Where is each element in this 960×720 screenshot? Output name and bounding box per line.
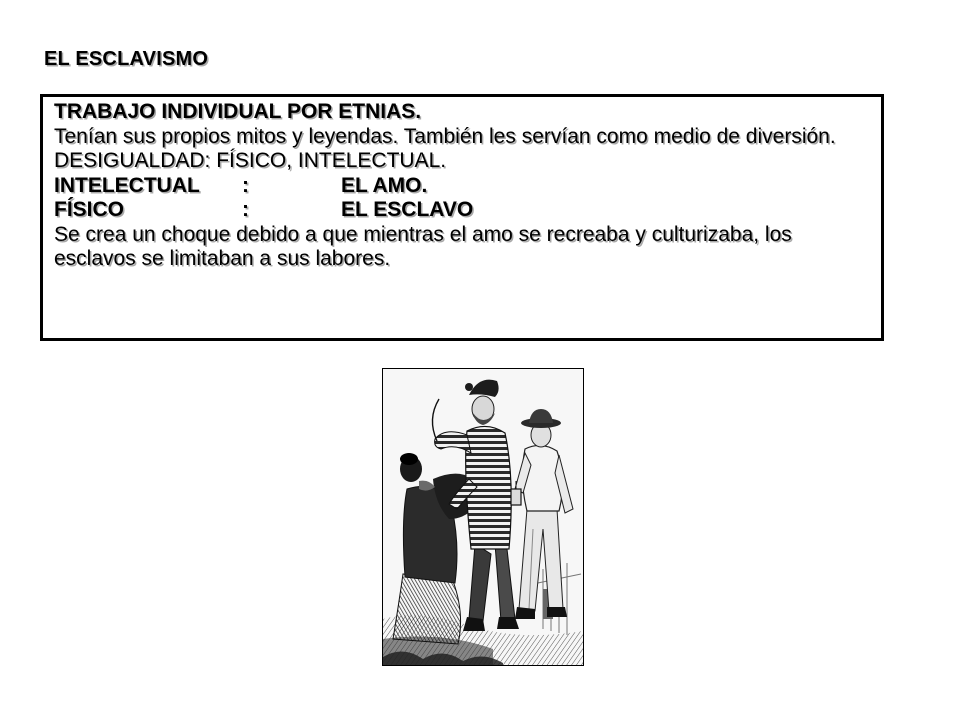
row-label: INTELECTUAL — [54, 173, 200, 197]
paragraph-clash: Se crea un choque debido a que mientras el amo se recreaba y culturizaba, los esclavos se limitaban a sus labores. — [54, 222, 792, 270]
row-separator: : — [242, 198, 249, 221]
row-fisico — [54, 198, 871, 223]
engraving-illustration — [383, 369, 583, 665]
slide-title: EL ESCLAVISMO — [44, 48, 209, 70]
row-value: EL ESCLAVO — [341, 198, 474, 221]
slavery-engraving-image — [382, 368, 584, 666]
box-heading: TRABAJO INDIVIDUAL POR ETNIAS. — [54, 100, 422, 123]
row-intelectual — [54, 174, 871, 199]
content-box — [40, 94, 884, 341]
row-label: FÍSICO — [54, 198, 125, 221]
paragraph-myths: Tenían sus propios mitos y leyendas. También les servían como medio de diversión. — [54, 124, 836, 148]
row-separator: : — [242, 173, 249, 197]
content-text — [54, 100, 871, 272]
row-value: EL AMO. — [341, 173, 428, 197]
inequality-line: DESIGUALDAD: FÍSICO, INTELECTUAL. — [54, 149, 447, 172]
